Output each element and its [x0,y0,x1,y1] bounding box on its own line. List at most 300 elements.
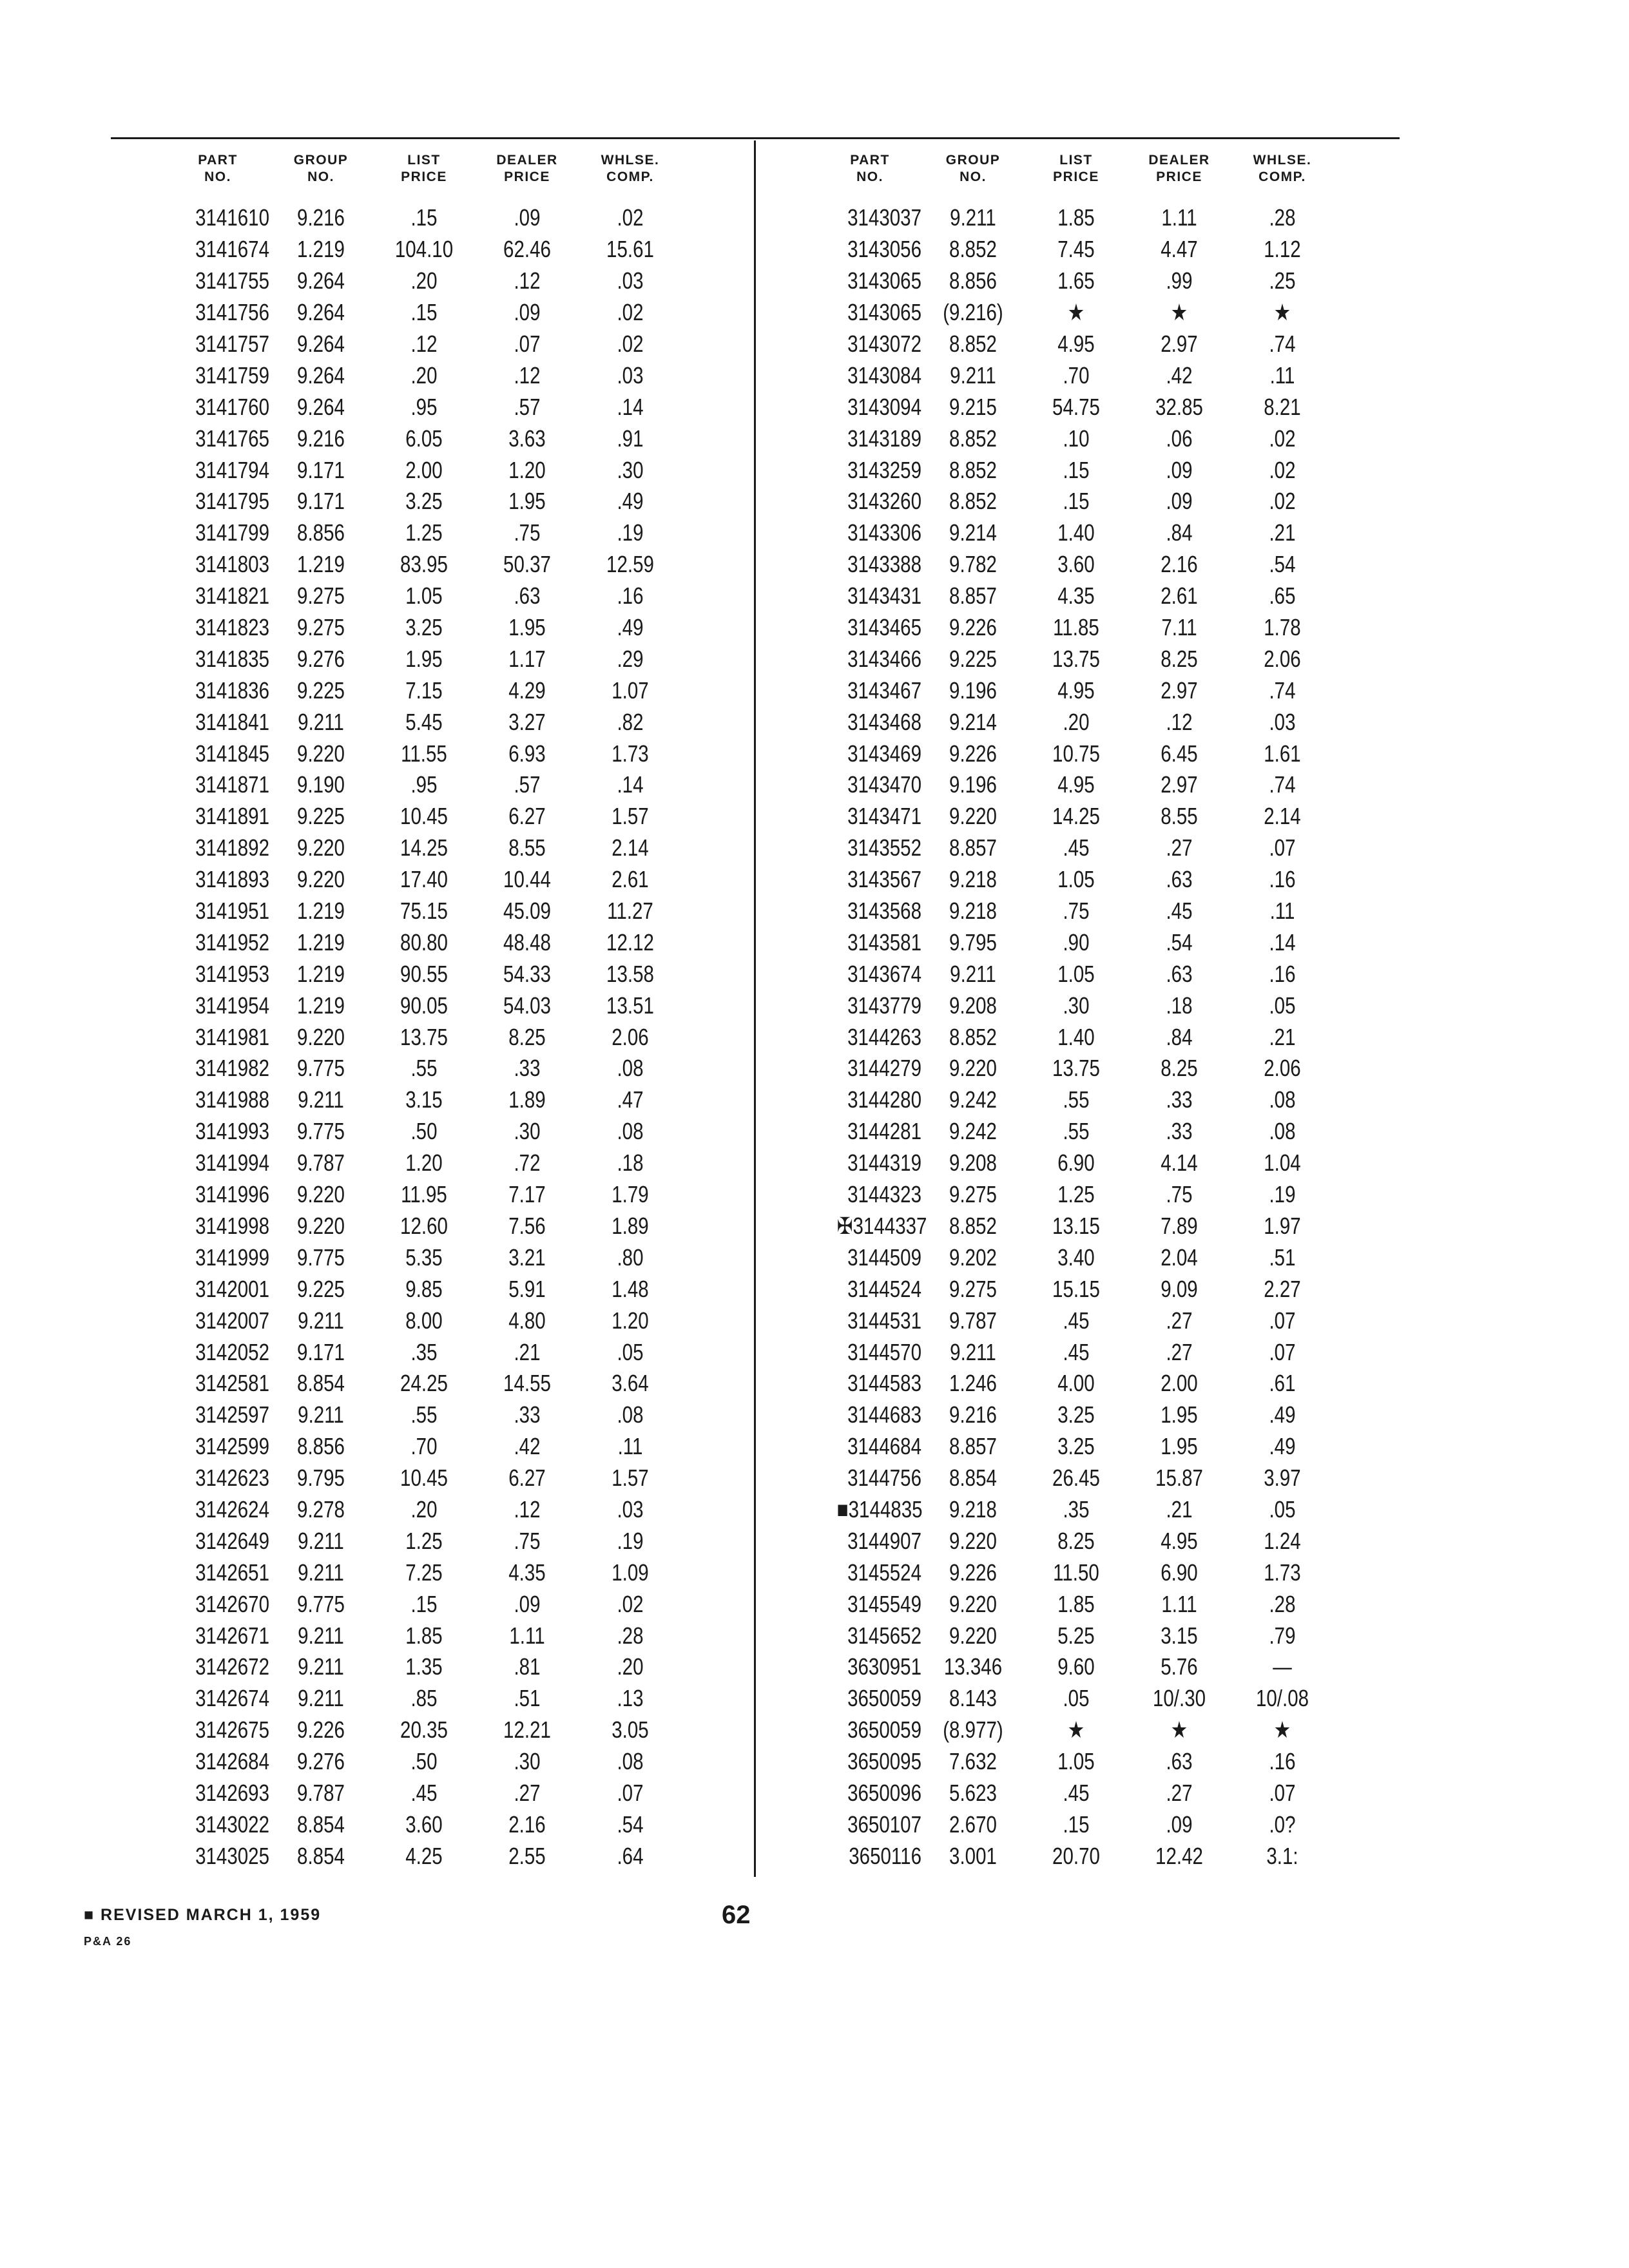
cell-whlse-comp: .28 [617,1622,644,1649]
table-row [166,1273,682,1305]
cell-whlse-comp: .16 [1269,866,1296,893]
cell-dealer-price: 1.95 [1161,1401,1198,1428]
table-row [166,1494,682,1526]
cell-part-no: 3142581 [195,1370,269,1397]
header-dealer-price: DEALER PRICE [496,153,558,184]
cell-group-no: 9.225 [949,645,997,672]
cell-group-no: 8.852 [949,1212,997,1239]
cell-part-no: 3144323 [847,1181,921,1208]
table-row [166,896,682,927]
cell-list-price: 2.00 [405,456,443,483]
cell-list-price: 1.95 [405,645,443,672]
cell-list-price: .30 [1063,992,1090,1019]
table-row [818,1809,1334,1840]
cell-dealer-price: .33 [514,1055,541,1082]
table-row [166,1651,682,1683]
cell-dealer-price: .63 [1166,866,1193,893]
cell-list-price: 26.45 [1052,1465,1100,1492]
cell-dealer-price: 1.95 [1161,1433,1198,1460]
cell-group-no: 3.001 [949,1842,997,1869]
cell-list-price: 4.95 [1057,331,1095,357]
cell-whlse-comp: .14 [617,393,644,420]
cell-dealer-price: 2.97 [1161,771,1198,798]
cell-dealer-price: 8.25 [508,1023,546,1050]
cell-whlse-comp: .07 [1269,1307,1296,1334]
cell-part-no: 3142623 [195,1465,269,1492]
cell-dealer-price: ★ [1170,1716,1188,1744]
cell-list-price: 15.15 [1052,1275,1100,1302]
cell-dealer-price: .63 [514,582,541,610]
cell-dealer-price: 2.97 [1161,331,1198,357]
cell-list-price: 13.75 [1052,645,1100,672]
table-row [166,738,682,769]
cell-dealer-price: 2.55 [508,1842,546,1869]
cell-dealer-price: .30 [514,1748,541,1775]
cell-dealer-price: .75 [514,519,541,546]
cell-whlse-comp: .30 [617,456,644,483]
cell-whlse-comp: 2.27 [1264,1275,1301,1302]
cell-group-no: 9.775 [297,1244,345,1271]
cell-list-price: .95 [410,771,438,798]
cell-whlse-comp: 3.05 [612,1716,649,1744]
cell-whlse-comp: .79 [1269,1622,1296,1649]
cell-group-no: 9.218 [949,1495,997,1523]
cell-dealer-price: 4.14 [1161,1149,1198,1177]
table-row [818,329,1334,360]
cell-list-price: 13.75 [400,1023,448,1050]
cell-part-no: 3142674 [195,1685,269,1712]
cell-dealer-price: .33 [514,1401,541,1428]
table-row [818,1651,1334,1683]
table-row [166,517,682,549]
cell-whlse-comp: .02 [617,1590,644,1617]
header-group-no: GROUP NO. [945,153,1001,184]
cell-part-no: 3144684 [847,1433,921,1460]
cell-group-no: 9.220 [297,834,345,861]
table-row [166,1336,682,1368]
cell-list-price: 4.95 [1057,677,1095,704]
table-row [166,202,682,234]
table-row [818,1683,1334,1715]
cell-part-no: 3144907 [847,1527,921,1554]
cell-part-no: 3143469 [847,740,921,767]
cell-whlse-comp: 1.79 [612,1181,649,1208]
table-row [166,801,682,832]
cell-dealer-price: .09 [514,204,541,231]
cell-whlse-comp: .74 [1269,331,1296,357]
cell-whlse-comp: 1.73 [612,740,649,767]
cell-dealer-price: .21 [514,1338,541,1365]
cell-part-no: 3141999 [195,1244,269,1271]
cell-dealer-price: .54 [1166,928,1193,956]
cell-whlse-comp: 3.1: [1266,1842,1298,1869]
cell-whlse-comp: 2.06 [1264,645,1301,672]
table-row [166,1431,682,1463]
cell-part-no: 3142672 [195,1653,269,1680]
table-row [818,1211,1334,1242]
cell-part-no: 3143779 [847,992,921,1019]
cell-list-price: 1.25 [1057,1181,1095,1208]
table-row [818,1336,1334,1368]
cell-dealer-price: .27 [1166,1779,1193,1806]
table-row [818,896,1334,927]
cell-whlse-comp: .08 [617,1055,644,1082]
cell-group-no: 8.852 [949,425,997,452]
cell-dealer-price: .84 [1166,1023,1193,1050]
table-row [166,1368,682,1399]
cell-group-no: 9.220 [297,740,345,767]
cell-group-no: 9.220 [297,1212,345,1239]
cell-whlse-comp: .02 [617,299,644,326]
left-price-table [166,152,682,1872]
cell-dealer-price: 4.35 [508,1559,546,1586]
cell-list-price: ★ [1067,299,1085,326]
cell-whlse-comp: .19 [1269,1181,1296,1208]
cell-list-price: 9.85 [405,1275,443,1302]
table-row [818,612,1334,644]
cell-group-no: 9.226 [949,1559,997,1586]
cell-group-no: 8.854 [297,1370,345,1397]
cell-list-price: 1.85 [405,1622,443,1649]
cell-group-no: 8.857 [949,834,997,861]
table-row [818,1084,1334,1116]
cell-group-no: 9.782 [949,551,997,578]
cell-group-no: 9.787 [297,1779,345,1806]
header-group-no: GROUP NO. [293,153,349,184]
table-row [818,1242,1334,1273]
cell-dealer-price: 1.89 [508,1086,546,1113]
cell-part-no: 3142675 [195,1716,269,1744]
cell-part-no: 3141755 [195,267,269,294]
cell-part-no: 3143468 [847,708,921,735]
header-dealer-price: DEALER PRICE [1148,153,1210,184]
cell-dealer-price: .07 [514,331,541,357]
cell-part-no: 3142671 [195,1622,269,1649]
table-row [818,202,1334,234]
cell-list-price: 10.45 [400,1465,448,1492]
cell-list-price: .15 [1063,488,1090,515]
table-row [166,1557,682,1588]
cell-list-price: 4.95 [1057,771,1095,798]
table-row [818,1368,1334,1399]
cell-whlse-comp: .03 [617,267,644,294]
table-row [166,1840,682,1872]
cell-list-price: .50 [410,1748,438,1775]
cell-list-price: 3.25 [405,488,443,515]
table-row [818,1179,1334,1211]
cell-dealer-price: 54.03 [503,992,551,1019]
cell-whlse-comp: 1.12 [1264,236,1301,263]
cell-whlse-comp: .54 [1269,551,1296,578]
table-row [166,612,682,644]
cell-group-no: 9.795 [297,1465,345,1492]
cell-group-no: 9.220 [949,803,997,830]
cell-dealer-price: 2.04 [1161,1244,1198,1271]
cell-part-no: 3141988 [195,1086,269,1113]
cell-list-price: .45 [1063,1307,1090,1334]
cell-list-price: 6.05 [405,425,443,452]
cell-dealer-price: 6.93 [508,740,546,767]
cell-group-no: 1.219 [297,551,345,578]
table-row [166,1242,682,1273]
cell-dealer-price: .09 [514,1590,541,1617]
cell-part-no: ■3144835 [836,1495,923,1523]
cell-part-no: 3141953 [195,960,269,987]
table-row [166,265,682,297]
cell-part-no: 3141994 [195,1149,269,1177]
cell-dealer-price: 4.29 [508,677,546,704]
cell-whlse-comp: 1.09 [612,1559,649,1586]
table-row [818,1525,1334,1557]
cell-list-price: .45 [1063,1779,1090,1806]
cell-dealer-price: .84 [1166,519,1193,546]
cell-whlse-comp: .07 [1269,834,1296,861]
table-row [818,801,1334,832]
cell-part-no: 3144281 [847,1118,921,1145]
cell-group-no: 9.276 [297,1748,345,1775]
cell-list-price: 17.40 [400,866,448,893]
cell-dealer-price: 62.46 [503,236,551,263]
cell-list-price: 9.60 [1057,1653,1095,1680]
cell-whlse-comp: 2.14 [612,834,649,861]
cell-dealer-price: 3.21 [508,1244,546,1271]
cell-group-no: 9.220 [297,1023,345,1050]
cell-group-no: 9.220 [949,1055,997,1082]
cell-group-no: 9.216 [297,425,345,452]
cell-list-price: .55 [410,1055,438,1082]
cell-whlse-comp: 1.97 [1264,1212,1301,1239]
cell-group-no: 7.632 [949,1748,997,1775]
cell-list-price: 3.25 [1057,1433,1095,1460]
table-row [818,1840,1334,1872]
cell-whlse-comp: .49 [1269,1433,1296,1460]
cell-whlse-comp: .16 [1269,960,1296,987]
cell-whlse-comp: .49 [617,488,644,515]
cell-part-no: 3145524 [847,1559,921,1586]
cell-dealer-price: .09 [514,299,541,326]
cell-whlse-comp: 1.48 [612,1275,649,1302]
cell-part-no: 3143470 [847,771,921,798]
cell-group-no: 9.211 [298,1559,344,1586]
cell-list-price: .85 [410,1685,438,1712]
table-row [818,738,1334,769]
cell-whlse-comp: .61 [1269,1370,1296,1397]
cell-whlse-comp: .16 [617,582,644,610]
cell-list-price: .50 [410,1118,438,1145]
table-row [166,297,682,329]
cell-list-price: 5.25 [1057,1622,1095,1649]
table-row [166,549,682,581]
table-row [818,1494,1334,1526]
cell-part-no: 3141993 [195,1118,269,1145]
cell-group-no: 9.216 [949,1401,997,1428]
table-row [166,234,682,265]
cell-group-no: 8.852 [949,236,997,263]
cell-group-no: 9.171 [297,1338,345,1365]
cell-dealer-price: .12 [514,267,541,294]
cell-dealer-price: 8.55 [1161,803,1198,830]
cell-whlse-comp: — [1273,1653,1292,1680]
cell-dealer-price: 7.89 [1161,1212,1198,1239]
cell-group-no: 9.208 [949,992,997,1019]
cell-group-no: 8.856 [297,519,345,546]
table-row [166,990,682,1021]
cell-whlse-comp: 11.27 [607,898,653,925]
cell-whlse-comp: .03 [617,1495,644,1523]
cell-whlse-comp: .08 [1269,1118,1296,1145]
cell-whlse-comp: .07 [1269,1779,1296,1806]
cell-list-price: 1.25 [405,519,443,546]
cell-list-price: 10.45 [400,803,448,830]
cell-whlse-comp: .02 [1269,425,1296,452]
cell-group-no: 8.852 [949,488,997,515]
cell-part-no: 3143259 [847,456,921,483]
cell-whlse-comp: .74 [1269,771,1296,798]
cell-dealer-price: .42 [1166,361,1193,389]
cell-group-no: 9.220 [949,1527,997,1554]
cell-part-no: 3141981 [195,1023,269,1050]
table-row [166,1399,682,1431]
cell-part-no: 3141756 [195,299,269,326]
cell-list-price: .20 [410,361,438,389]
cell-part-no: 3141982 [195,1055,269,1082]
cell-whlse-comp: .49 [617,614,644,641]
cell-group-no: 2.670 [949,1811,997,1838]
cell-group-no: 9.226 [949,614,997,641]
cell-dealer-price: 2.97 [1161,677,1198,704]
cell-group-no: 9.275 [297,582,345,610]
cell-whlse-comp: .07 [617,1779,644,1806]
cell-group-no: 9.275 [949,1275,997,1302]
cell-whlse-comp: .16 [1269,1748,1296,1775]
table-row [166,927,682,958]
cell-list-price: 1.65 [1057,267,1095,294]
table-row [166,1021,682,1053]
cell-part-no: 3650059 [847,1716,921,1744]
cell-whlse-comp: .13 [617,1685,644,1712]
cell-list-price: .15 [1063,456,1090,483]
cell-whlse-comp: 15.61 [606,236,654,263]
cell-dealer-price: 6.27 [508,1465,546,1492]
table-row [166,454,682,486]
cell-group-no: 8.852 [949,1023,997,1050]
cell-list-price: 1.40 [1057,1023,1095,1050]
cell-dealer-price: 1.11 [509,1622,545,1649]
cell-list-price: .20 [1063,708,1090,735]
table-row [818,1557,1334,1588]
cell-group-no: 9.196 [949,771,997,798]
cell-part-no: 3141821 [195,582,269,610]
cell-whlse-comp: .11 [1269,898,1295,925]
table-row [818,706,1334,738]
table-row [166,1715,682,1746]
cell-list-price: 7.45 [1057,236,1095,263]
page-number: 62 [722,1901,751,1929]
table-row [166,360,682,391]
cell-list-price: 4.35 [1057,582,1095,610]
cell-whlse-comp: .14 [1269,928,1296,956]
table-row [818,1021,1334,1053]
table-row [818,1053,1334,1084]
table-row [818,1399,1334,1431]
cell-dealer-price: 2.61 [1161,582,1198,610]
cell-group-no: 8.854 [297,1811,345,1838]
cell-group-no: 8.852 [949,331,997,357]
cell-list-price: 1.85 [1057,1590,1095,1617]
cell-list-price: 80.80 [400,928,448,956]
column-divider [754,140,756,1877]
cell-part-no: 3141760 [195,393,269,420]
cell-part-no: 3141996 [195,1181,269,1208]
cell-part-no: 3650096 [847,1779,921,1806]
cell-dealer-price: .27 [514,1779,541,1806]
table-row [818,297,1334,329]
cell-whlse-comp: .03 [1269,708,1296,735]
cell-list-price: 10.75 [1052,740,1100,767]
cell-list-price: 4.25 [405,1842,443,1869]
cell-dealer-price: 12.21 [503,1716,551,1744]
cell-dealer-price: .06 [1166,425,1193,452]
cell-dealer-price: .27 [1166,1338,1193,1365]
cell-dealer-price: 3.27 [508,708,546,735]
cell-part-no: 3145652 [847,1622,921,1649]
cell-part-no: 3141795 [195,488,269,515]
cell-group-no: 9.216 [297,204,345,231]
table-row [166,581,682,612]
table-row [818,1746,1334,1778]
cell-part-no: 3144570 [847,1338,921,1365]
cell-part-no: 3141891 [195,803,269,830]
cell-part-no: 3141871 [195,771,269,798]
cell-group-no: 8.857 [949,582,997,610]
cell-part-no: 3143065 [847,267,921,294]
cell-list-price: 5.35 [405,1244,443,1271]
table-row [818,864,1334,896]
cell-list-price: .35 [1063,1495,1090,1523]
cell-part-no: 3144524 [847,1275,921,1302]
cell-whlse-comp: .08 [1269,1086,1296,1113]
cell-whlse-comp: .91 [617,425,644,452]
cell-part-no: 3142693 [195,1779,269,1806]
cell-list-price: 8.00 [405,1307,443,1334]
cell-whlse-comp: 1.61 [1264,740,1301,767]
cell-part-no: 3141892 [195,834,269,861]
table-row [166,486,682,517]
cell-part-no: 3142649 [195,1527,269,1554]
cell-dealer-price: 1.95 [508,614,546,641]
cell-whlse-comp: .05 [1269,1495,1296,1523]
cell-whlse-comp: 1.04 [1264,1149,1301,1177]
cell-whlse-comp: 12.12 [606,928,654,956]
cell-part-no: 3142651 [195,1559,269,1586]
cell-dealer-price: .12 [514,1495,541,1523]
cell-group-no: 9.211 [298,1653,344,1680]
cell-whlse-comp: 1.20 [612,1307,649,1334]
cell-dealer-price: .12 [514,361,541,389]
cell-group-no: 9.211 [298,1622,344,1649]
cell-dealer-price: .27 [1166,1307,1193,1334]
cell-whlse-comp: .20 [617,1653,644,1680]
cell-dealer-price: .33 [1166,1086,1193,1113]
cell-group-no: 9.214 [949,708,997,735]
cell-group-no: 9.211 [950,1338,996,1365]
cell-part-no: 3143674 [847,960,921,987]
cell-group-no: 9.775 [297,1055,345,1082]
cell-dealer-price: 5.76 [1161,1653,1198,1680]
cell-part-no: 3141794 [195,456,269,483]
cell-dealer-price: 14.55 [503,1370,551,1397]
cell-dealer-price: .57 [514,771,541,798]
